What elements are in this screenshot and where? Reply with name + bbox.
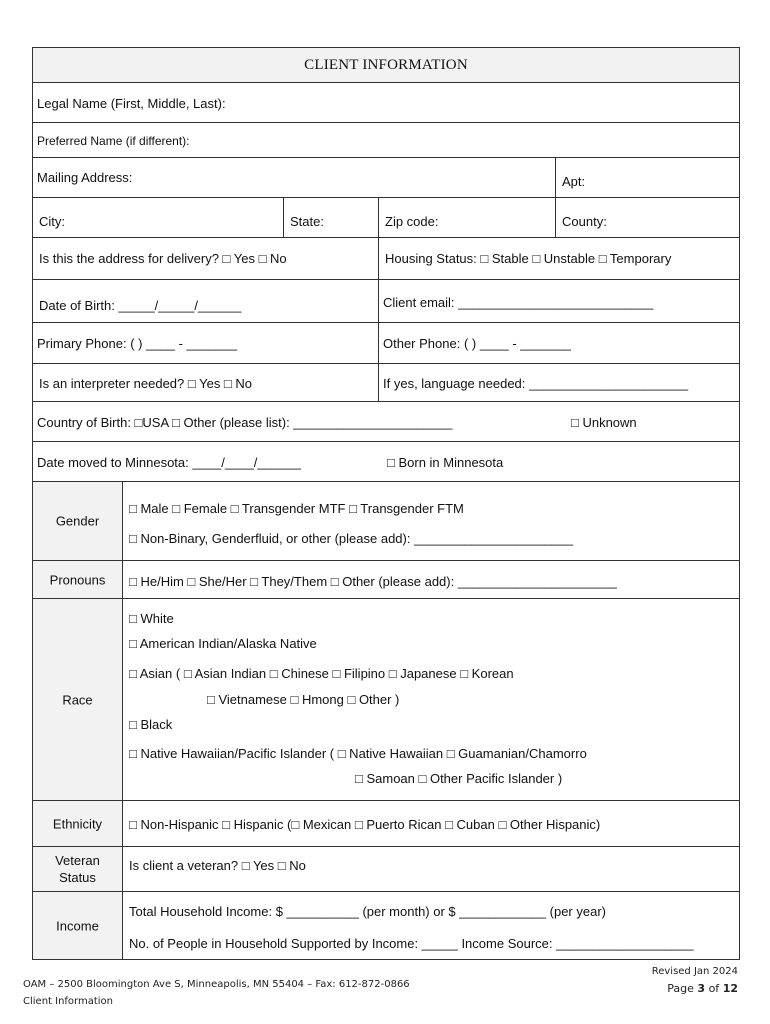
state-cell[interactable] xyxy=(283,198,378,237)
dob-field[interactable]: Date of Birth: _____/_____/______ xyxy=(39,298,242,313)
income-label: Income xyxy=(56,918,99,933)
veteran-label-cell xyxy=(33,847,123,891)
race-asian-more[interactable]: □ Vietnamese □ Hmong □ Other ) xyxy=(207,692,400,707)
language-field[interactable]: If yes, language needed: ______________________ xyxy=(383,376,689,391)
form-title: CLIENT INFORMATION xyxy=(304,57,468,73)
race-label-cell xyxy=(33,599,123,800)
race-american-indian[interactable]: □ American Indian/Alaska Native xyxy=(129,636,317,651)
other-phone-field[interactable]: Other Phone: ( ) ____ - _______ xyxy=(383,336,571,351)
household-income-field[interactable]: Total Household Income: $ __________ (per month) or $ ____________ (per year) xyxy=(129,904,606,919)
legal-name-label: Legal Name (First, Middle, Last): xyxy=(37,96,226,111)
pronouns-row xyxy=(33,561,739,599)
primary-phone-field[interactable]: Primary Phone: ( ) ____ - _______ xyxy=(37,336,238,351)
income-row xyxy=(33,892,739,959)
veteran-label: Veteran Status xyxy=(55,853,100,885)
pronouns-label-cell xyxy=(33,561,123,598)
race-white[interactable]: □ White xyxy=(129,611,174,626)
ethnicity-options[interactable]: □ Non-Hispanic □ Hispanic (□ Mexican □ Puerto Rican □ Cuban □ Other Hispanic) xyxy=(129,817,601,832)
race-label: Race xyxy=(62,692,93,707)
footer-revised: Revised Jan 2024 xyxy=(651,966,738,977)
veteran-question[interactable]: Is client a veteran? □ Yes □ No xyxy=(129,858,306,873)
household-size-field[interactable]: No. of People in Household Supported by Income: _____ Income Source: ___________________ xyxy=(129,936,694,951)
preferred-name-row[interactable] xyxy=(33,123,739,158)
language-cell xyxy=(378,364,739,401)
interpreter-question[interactable]: Is an interpreter needed? □ Yes □ No xyxy=(39,376,253,391)
mailing-address-row xyxy=(33,158,739,198)
gender-other[interactable]: □ Non-Binary, Genderfluid, or other (please add): ______________________ xyxy=(129,531,574,546)
preferred-name-label: Preferred Name (if different): xyxy=(37,134,190,148)
veteran-row xyxy=(33,847,739,892)
race-pacific[interactable]: □ Native Hawaiian/Pacific Islander ( □ Native Hawaiian □ Guamanian/Chamorro xyxy=(129,746,587,761)
county-cell[interactable] xyxy=(555,198,739,237)
client-information-form xyxy=(32,47,740,960)
gender-label-cell xyxy=(33,482,123,560)
city-row xyxy=(33,198,739,238)
gender-row xyxy=(33,482,739,561)
phone-row xyxy=(33,323,739,364)
interpreter-row xyxy=(33,364,739,402)
race-row xyxy=(33,599,739,801)
country-row xyxy=(33,402,739,442)
born-mn-option[interactable]: □ Born in Minnesota xyxy=(387,455,504,470)
form-title-row xyxy=(33,48,739,83)
country-unknown-option[interactable]: □ Unknown xyxy=(571,415,637,430)
zip-cell[interactable] xyxy=(378,198,555,237)
page-of: of xyxy=(705,982,723,995)
moved-row xyxy=(33,442,739,482)
pronouns-options[interactable]: □ He/Him □ She/Her □ They/Them □ Other (please add): ______________________ xyxy=(129,574,617,589)
ethnicity-row xyxy=(33,801,739,847)
footer-page-number xyxy=(667,982,738,995)
housing-cell xyxy=(378,238,739,279)
other-phone-cell xyxy=(378,323,739,363)
mailing-address-label[interactable]: Mailing Address: xyxy=(37,170,133,185)
housing-status[interactable]: Housing Status: □ Stable □ Unstable □ Temporary xyxy=(385,251,672,266)
country-of-birth[interactable]: Country of Birth: □USA □ Other (please list): ______________________ xyxy=(37,415,453,430)
income-label-cell xyxy=(33,892,123,959)
email-field[interactable]: Client email: ___________________________ xyxy=(383,295,654,310)
page-current: 3 xyxy=(697,982,706,995)
gender-label: Gender xyxy=(55,513,100,529)
race-black[interactable]: □ Black xyxy=(129,717,173,732)
email-cell xyxy=(378,280,739,322)
county-label: County: xyxy=(562,214,607,229)
ethnicity-label: Ethnicity xyxy=(52,816,103,831)
legal-name-row[interactable] xyxy=(33,83,739,123)
apt-cell[interactable] xyxy=(555,158,739,197)
delivery-question[interactable]: Is this the address for delivery? □ Yes □ No xyxy=(39,251,287,266)
dob-email-row xyxy=(33,280,739,323)
zip-label: Zip code: xyxy=(385,214,439,229)
city-label[interactable]: City: xyxy=(39,214,65,229)
state-label: State: xyxy=(290,214,324,229)
page-total: 12 xyxy=(722,982,738,995)
race-asian[interactable]: □ Asian ( □ Asian Indian □ Chinese □ Filipino □ Japanese □ Korean xyxy=(129,666,514,681)
footer-section: Client Information xyxy=(23,996,114,1007)
apt-label: Apt: xyxy=(562,174,586,189)
page-prefix: Page xyxy=(667,982,698,995)
ethnicity-label-cell xyxy=(33,801,123,846)
race-pacific-more[interactable]: □ Samoan □ Other Pacific Islander ) xyxy=(355,771,563,786)
footer-address: OAM – 2500 Bloomington Ave S, Minneapolis, MN 55404 – Fax: 612-872-0866 xyxy=(23,979,410,990)
gender-options[interactable]: □ Male □ Female □ Transgender MTF □ Transgender FTM xyxy=(129,501,464,516)
delivery-housing-row xyxy=(33,238,739,280)
moved-date-field[interactable]: Date moved to Minnesota: ____/____/______ xyxy=(37,455,301,470)
pronouns-label: Pronouns xyxy=(49,572,106,587)
